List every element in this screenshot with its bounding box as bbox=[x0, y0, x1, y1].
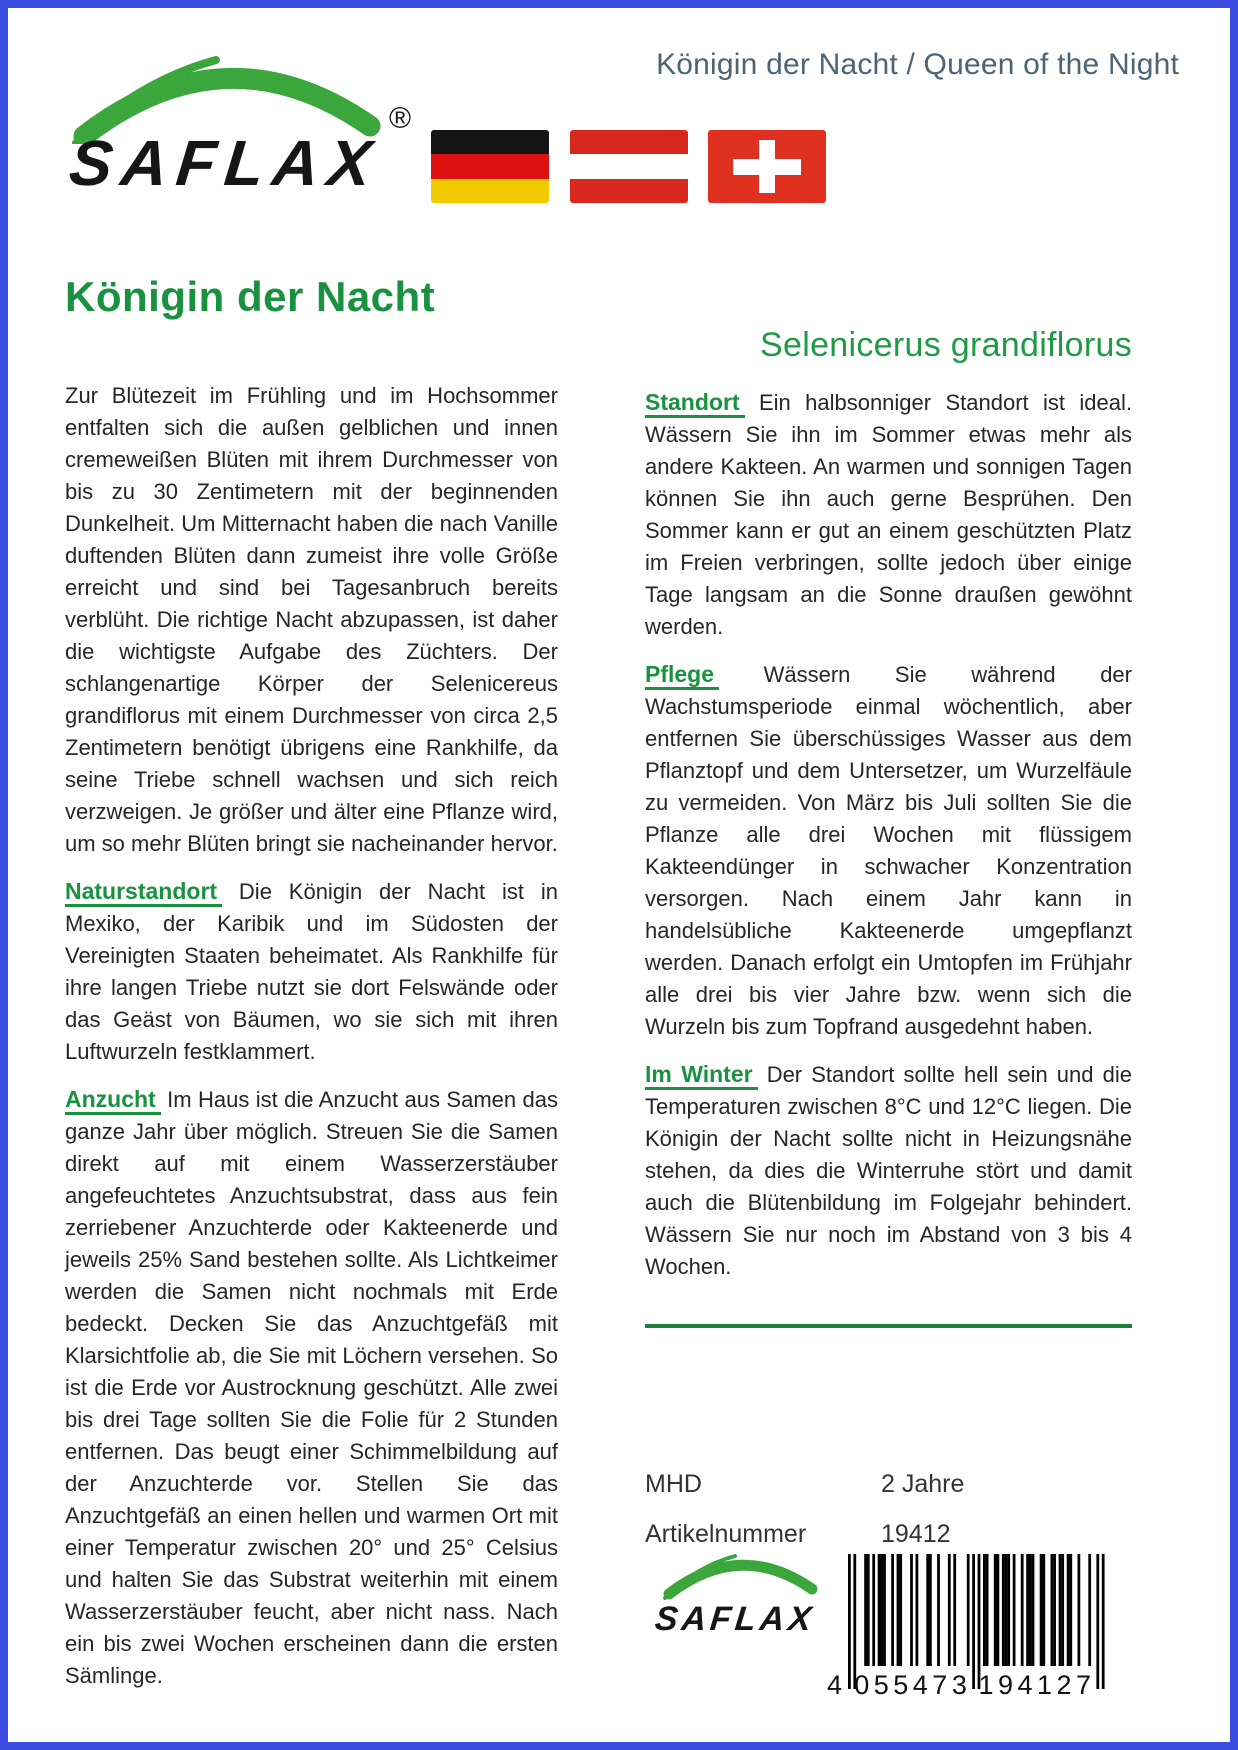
section-standort bbox=[645, 386, 1132, 643]
ean13-barcode bbox=[826, 1554, 1106, 1699]
right-column bbox=[645, 324, 1132, 1283]
section-im-winter bbox=[645, 1058, 1132, 1283]
section-text: Die Königin der Nacht ist in Mexiko, der Karibik und im Südosten der Vereinigten Staaten beheimatet. Als Rankhilfe für ihre langen Triebe nutzt sie dort Felswände oder das Geäst von Bäumen, wo sie sich mit ihren Luftwurzeln festklammert. bbox=[65, 879, 558, 1064]
section-label: Anzucht bbox=[65, 1086, 161, 1115]
flag-stripe bbox=[431, 154, 549, 178]
flag-stripe bbox=[570, 130, 688, 154]
section-text: Im Haus ist die Anzucht aus Samen das ganze Jahr über möglich. Streuen Sie die Samen direkt auf mit einem Wasserzerstäuber angefeuchtetes Anzuchtsubstrat, dass aus fein zerriebener Anzuchterde oder Kakteenerde und jeweils 25% Sand bestehen sollte. Als Lichtkeimer werden die Samen nicht nochmals mit Erde bedeckt. Decken Sie das Anzuchtgefäß mit Klarsichtfolie ab, die Sie mit Löchern versehen. So ist die Erde vor Austrocknung geschützt. Alle zwei bis drei Tage sollten Sie die Folie für 2 Stunden entfernen. Das beugt einer Schimmelbildung auf der Anzuchterde vor. Stellen Sie das Anzuchtgefäß an einen hellen und warmen Ort mit einer Temperatur zwischen 20° und 25° Celsius und halten Sie das Substrat weiterhin mit einem Wasserzerstäuber feucht, aber nicht nass. Nach ein bis zwei Wochen erscheinen dann die ersten Sämlinge. bbox=[65, 1087, 558, 1688]
flag-stripe bbox=[431, 130, 549, 154]
page-title: Königin der Nacht / Queen of the Night bbox=[656, 48, 1179, 81]
flag-stripe bbox=[431, 179, 549, 203]
product-title: Königin der Nacht bbox=[65, 273, 436, 320]
intro-paragraph: Zur Blütezeit im Frühling und im Hochsommer entfalten sich die außen gelblichen und innen cremeweißen Blüten mit ihrem Durchmesser von bis zu 30 Zentimetern mit der beginnenden Dunkelheit. Um Mitternacht haben die nach Vanille duftenden Blüten dann zumeist ihre volle Größe erreicht und sind bei Tagesanbruch bereits verblüht. Die richtige Nacht abzupassen, ist daher die wichtigste Aufgabe des Züchters. Der schlangenartige Körper der Selenicereus grandiflorus mit einem Durchmesser von circa 2,5 Zentimetern benötigt übrigens eine Rankhilfe, da seine Triebe schnell wachsen und sich reich verzweigen. Je größer und älter eine Pflanze wird, um so mehr Blüten bringt sie nacheinander hervor. bbox=[65, 383, 558, 856]
botanical-name-title: Selenicerus grandiflorus bbox=[760, 326, 1132, 364]
green-divider-line bbox=[645, 1324, 1132, 1328]
section-anzucht bbox=[65, 1083, 558, 1692]
section-text: Der Standort sollte hell sein und die Temperaturen zwischen 8°C und 12°C liegen. Die Königin der Nacht sollte nicht in Heizungsnähe stehen, da dies die Winterruhe stört und damit auch die Blütenbildung im Folgejahr behindert. Wässern Sie nur noch im Abstand von 3 bis 4 Wochen. bbox=[645, 1062, 1132, 1279]
switzerland-flag-icon bbox=[708, 130, 826, 203]
section-label: Naturstandort bbox=[65, 878, 222, 907]
mhd-label: MHD bbox=[645, 1470, 702, 1498]
germany-flag-icon bbox=[431, 130, 549, 203]
flag-stripe bbox=[570, 179, 688, 203]
section-pflege bbox=[645, 658, 1132, 1043]
svg-text:055473: 055473 bbox=[854, 1670, 972, 1699]
footer-brand-logo: SAFLAX bbox=[653, 1600, 818, 1638]
svg-text:194127: 194127 bbox=[978, 1670, 1096, 1699]
brand-logo: SAFLAX bbox=[66, 127, 384, 199]
registered-trademark-icon: ® bbox=[389, 102, 412, 135]
footer-brand-arc-icon bbox=[660, 1548, 820, 1600]
austria-flag-icon bbox=[570, 130, 688, 203]
artikelnummer-label: Artikelnummer bbox=[645, 1520, 807, 1548]
section-text: Ein halbsonniger Standort ist ideal. Wässern Sie ihn im Sommer etwas mehr als andere Kakteen. An warmen und sonnigen Tagen können Sie ihn auch gerne Besprühen. Den Sommer kann er gut an einem geschützten Platz im Freien verbringen, sollte jedoch über einige Tage langsam an die Sonne draußen gewöhnt werden. bbox=[645, 390, 1132, 639]
flag-stripe bbox=[570, 154, 688, 178]
mhd-value: 2 Jahre bbox=[881, 1470, 965, 1498]
artikelnummer-value: 19412 bbox=[881, 1520, 951, 1548]
section-label: Pflege bbox=[645, 661, 719, 690]
svg-text:4: 4 bbox=[826, 1670, 842, 1699]
section-text: Wässern Sie während der Wachstumsperiode einmal wöchentlich, aber entfernen Sie überschüssiges Wasser aus dem Pflanztopf und dem Untersetzer, um Wurzelfäule zu vermeiden. Von März bis Juli sollten Sie die Pflanze alle drei Wochen mit flüssigem Kakteendünger in schwacher Konzentration versorgen. Nach einem Jahr kann in handelsübliche Kakteenerde umgepflanzt werden. Danach erfolgt ein Umtopfen im Frühjahr alle drei bis vier Jahre bzw. wenn sich die Wurzeln bis zum Topfrand ausgedehnt haben. bbox=[645, 662, 1132, 1039]
swiss-cross-icon bbox=[733, 159, 801, 175]
section-label: Standort bbox=[645, 389, 745, 418]
left-column bbox=[65, 274, 558, 1692]
section-label: Im Winter bbox=[645, 1061, 758, 1090]
section-naturstandort bbox=[65, 875, 558, 1068]
